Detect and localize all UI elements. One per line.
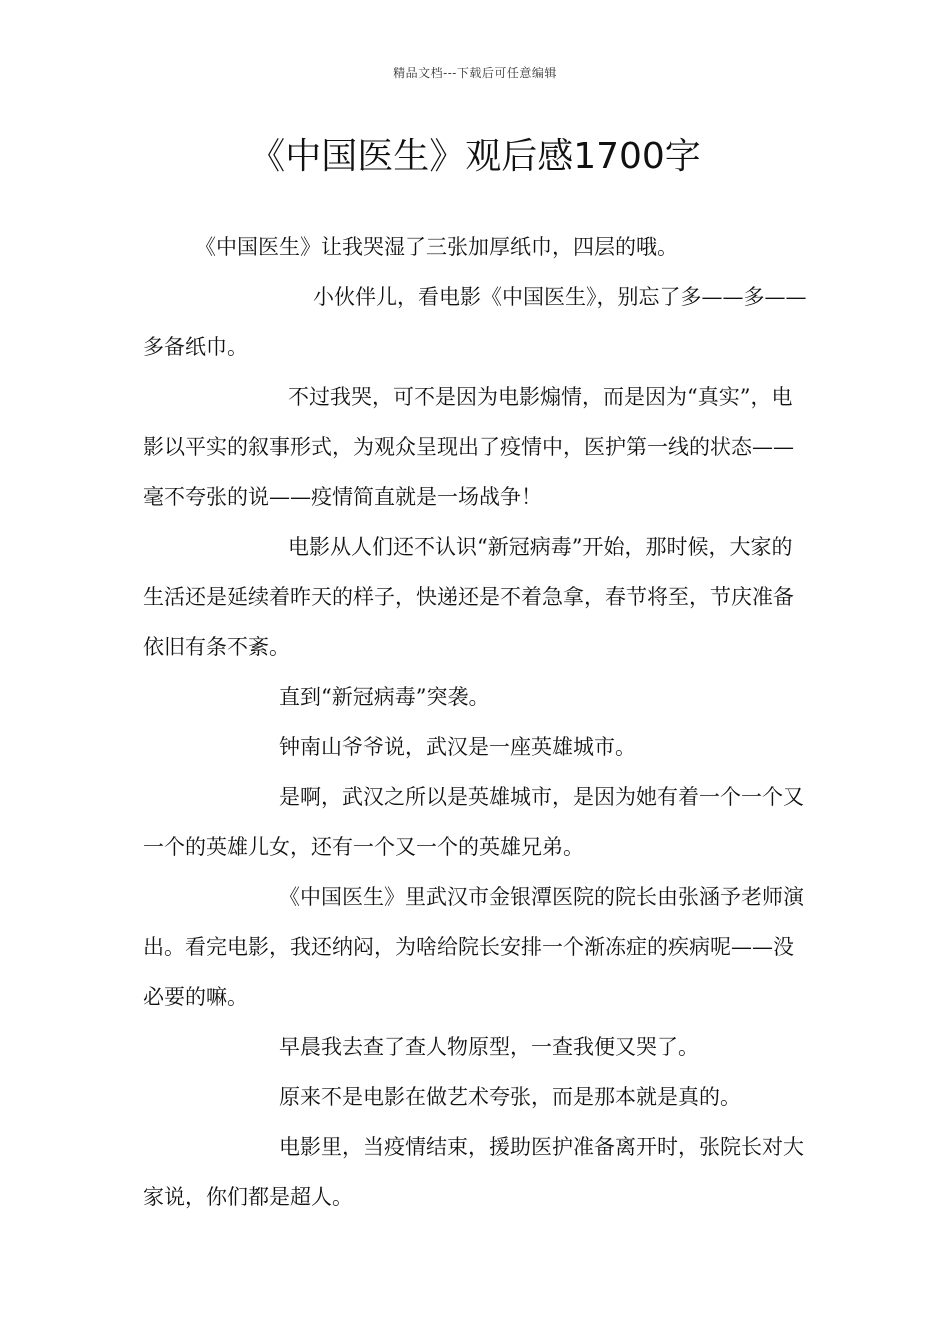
document-body xyxy=(143,222,811,1222)
paragraph: 早晨我去查了查人物原型，一查我便又哭了。 xyxy=(279,1035,699,1059)
paragraph: 电影从人们还不认识“新冠病毒”开始，那时候，大家的生活还是延续着昨天的样子，快递还是不着急拿，春节将至，节庆准备依旧有条不紊。 xyxy=(143,535,794,659)
paragraph: 直到“新冠病毒”突袭。 xyxy=(279,685,490,709)
paragraph: 是啊，武汉之所以是英雄城市，是因为她有着一个一个又一个的英雄儿女，还有一个又一个的英雄兄弟。 xyxy=(143,785,804,859)
header-note: 精品文档---下载后可任意编辑 xyxy=(393,66,557,80)
paragraph: 不过我哭，可不是因为电影煽情，而是因为“真实”，电影以平实的叙事形式，为观众呈现出了疫情中，医护第一线的状态——毫不夸张的说——疫情简直就是一场战争！ xyxy=(143,385,794,509)
document-title: 《中国医生》观后感1700字 xyxy=(249,136,701,177)
paragraph: 电影里，当疫情结束，援助医护准备离开时，张院长对大家说，你们都是超人。 xyxy=(143,1135,804,1209)
paragraph: 原来不是电影在做艺术夸张，而是那本就是真的。 xyxy=(279,1085,741,1109)
paragraph: 《中国医生》里武汉市金银潭医院的院长由张涵予老师演出。看完电影，我还纳闷，为啥给院长安排一个渐冻症的疾病呢——没必要的嘛。 xyxy=(143,885,804,1009)
paragraph: 《中国医生》让我哭湿了三张加厚纸巾，四层的哦。 xyxy=(195,235,678,259)
paragraph: 小伙伴儿，看电影《中国医生》，别忘了多——多——多备纸巾。 xyxy=(143,285,807,359)
paragraph: 钟南山爷爷说，武汉是一座英雄城市。 xyxy=(279,735,636,759)
